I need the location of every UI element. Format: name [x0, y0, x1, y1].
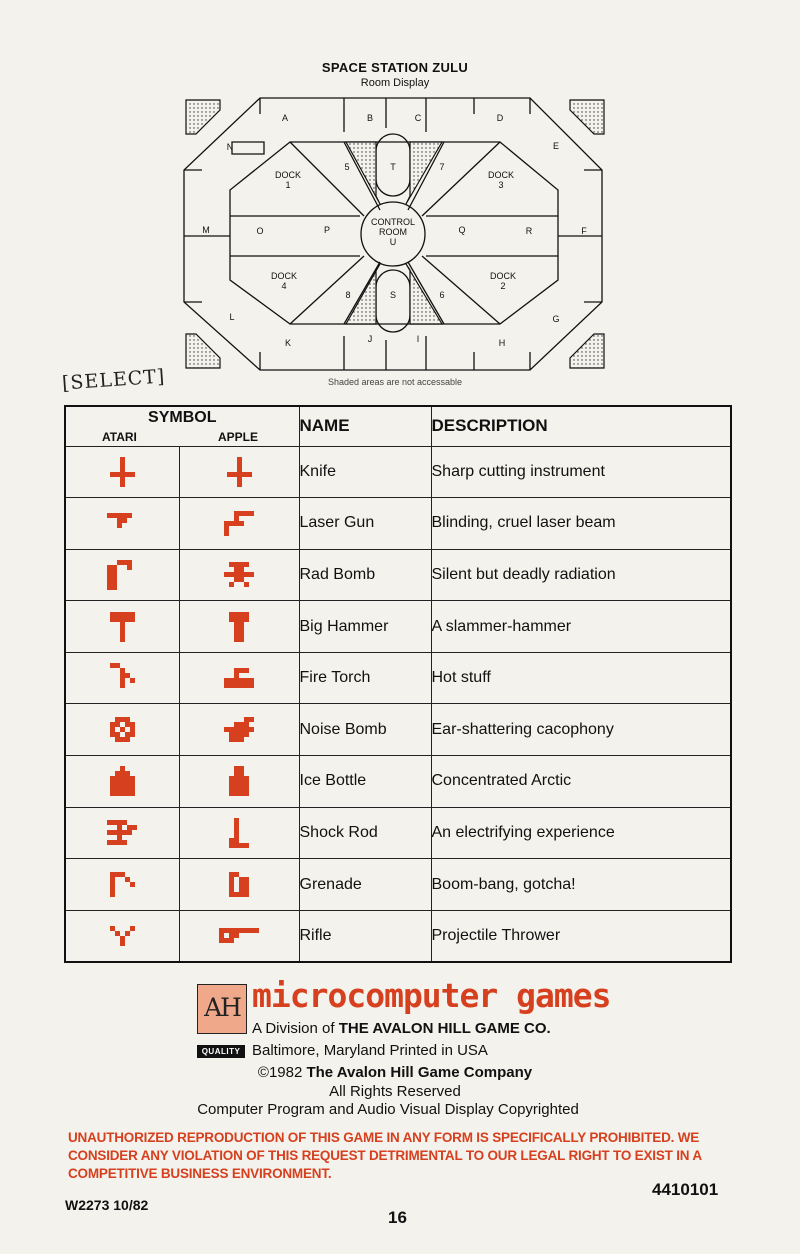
apple-symbol-cell: [179, 859, 299, 911]
control-room-label-2: ROOM: [379, 227, 407, 237]
item-description: A slammer-hammer: [431, 601, 731, 653]
item-description: Boom-bang, gotcha!: [431, 859, 731, 911]
rad-bomb-icon: [224, 562, 254, 587]
apple-header: APPLE: [218, 429, 259, 444]
dock-3-number: 3: [498, 180, 504, 190]
atari-symbol-cell: [65, 549, 179, 601]
room-f: F: [581, 226, 587, 236]
rifle-icon: [219, 928, 259, 943]
atari-symbol-cell: [65, 601, 179, 653]
item-name: Noise Bomb: [299, 704, 431, 756]
big-hammer-icon: [110, 612, 135, 642]
apple-symbol-cell: [179, 910, 299, 962]
dock-1-number: 1: [285, 180, 291, 190]
symbol-header-cell: [65, 406, 299, 446]
item-description: Silent but deadly radiation: [431, 549, 731, 601]
control-room-label-3: U: [389, 237, 397, 247]
copyright-line: [0, 1064, 790, 1081]
item-description: Hot stuff: [431, 652, 731, 704]
room-o: O: [256, 226, 264, 236]
item-name: Rifle: [299, 910, 431, 962]
room-l: L: [229, 312, 235, 322]
table-row: [65, 549, 731, 601]
apple-symbol-cell: [179, 549, 299, 601]
description-header: DESCRIPTION: [431, 406, 731, 446]
item-name: Grenade: [299, 859, 431, 911]
apple-symbol-cell: [179, 446, 299, 498]
dock-3-label: DOCK: [487, 170, 515, 180]
table-row: [65, 859, 731, 911]
inventory-table: [64, 405, 732, 963]
room-n: N: [226, 142, 234, 152]
room-m: M: [202, 225, 210, 235]
fire-torch-icon: [224, 668, 254, 688]
item-name: Ice Bottle: [299, 756, 431, 808]
atari-symbol-cell: [65, 910, 179, 962]
noise-bomb-icon: [224, 717, 254, 742]
shock-rod-icon: [107, 820, 137, 845]
room-c: C: [414, 113, 422, 123]
product-code: 4410101: [652, 1180, 719, 1199]
table-header-row: [65, 406, 731, 446]
grenade-icon: [229, 872, 249, 897]
dock-2-number: 2: [500, 281, 506, 291]
program-line: Computer Program and Audio Visual Display Copyrighted: [197, 1101, 579, 1118]
apple-symbol-cell: [179, 652, 299, 704]
ice-bottle-icon: [229, 766, 249, 796]
rights-line: All Rights Reserved: [329, 1083, 461, 1100]
table-row: [65, 704, 731, 756]
control-room-label-1: CONTROL: [370, 217, 416, 227]
room-t: T: [390, 162, 396, 172]
atari-header: ATARI: [102, 429, 137, 444]
room-e: E: [552, 141, 560, 151]
table-row: [65, 446, 731, 498]
brand-name: microcomputer games: [252, 976, 611, 1015]
symbol-header: SYMBOL: [148, 409, 217, 426]
room-8: 8: [345, 290, 351, 300]
dock-1-label: DOCK: [274, 170, 302, 180]
item-name: Fire Torch: [299, 652, 431, 704]
item-description: Projectile Thrower: [431, 910, 731, 962]
atari-symbol-cell: [65, 446, 179, 498]
quality-badge: QUALITY: [197, 1045, 245, 1058]
table-row: [65, 652, 731, 704]
dock-2-label: DOCK: [489, 271, 517, 281]
division-company: THE AVALON HILL GAME CO.: [338, 1020, 551, 1037]
apple-symbol-cell: [179, 601, 299, 653]
room-s: S: [389, 290, 397, 300]
room-j: J: [367, 334, 373, 344]
room-a: A: [281, 113, 289, 123]
laser-gun-icon: [107, 513, 137, 533]
dock-4-label: DOCK: [270, 271, 298, 281]
map-title: SPACE STATION ZULU: [321, 60, 469, 75]
item-name: Shock Rod: [299, 807, 431, 859]
ice-bottle-icon: [110, 766, 135, 796]
table-row: [65, 601, 731, 653]
avalon-hill-logo: [197, 984, 247, 1034]
grenade-icon: [110, 872, 135, 897]
map-note: Shaded areas are not accessable: [327, 377, 463, 387]
room-q: Q: [458, 225, 466, 235]
room-h: H: [498, 338, 506, 348]
atari-symbol-cell: [65, 859, 179, 911]
atari-symbol-cell: [65, 704, 179, 756]
item-name: Knife: [299, 446, 431, 498]
laser-gun-icon: [224, 511, 254, 536]
name-header: NAME: [299, 406, 431, 446]
form-code: W2273 10/82: [65, 1197, 149, 1213]
item-description: Blinding, cruel laser beam: [431, 498, 731, 550]
noise-bomb-icon: [110, 717, 135, 742]
knife-icon: [110, 457, 135, 487]
knife-icon: [227, 457, 252, 487]
logo-letters: AH: [204, 993, 240, 1022]
room-d: D: [496, 113, 504, 123]
apple-symbol-cell: [179, 756, 299, 808]
item-description: An electrifying experience: [431, 807, 731, 859]
station-map: [180, 94, 610, 374]
atari-symbol-cell: [65, 498, 179, 550]
city-line: Baltimore, Maryland Printed in USA: [252, 1042, 488, 1059]
room-p: P: [323, 225, 331, 235]
item-name: Laser Gun: [299, 498, 431, 550]
table-row: [65, 807, 731, 859]
table-row: [65, 756, 731, 808]
item-description: Sharp cutting instrument: [431, 446, 731, 498]
dock-4-number: 4: [281, 281, 287, 291]
division-prefix: A Division of: [252, 1020, 339, 1037]
copyright-company: The Avalon Hill Game Company: [306, 1064, 533, 1081]
rad-bomb-icon: [107, 560, 137, 590]
item-name: Big Hammer: [299, 601, 431, 653]
room-b: B: [366, 113, 374, 123]
room-5: 5: [344, 162, 350, 172]
apple-symbol-cell: [179, 704, 299, 756]
shock-rod-icon: [229, 818, 249, 848]
item-description: Ear-shattering cacophony: [431, 704, 731, 756]
atari-symbol-cell: [65, 807, 179, 859]
page-number: 16: [388, 1208, 407, 1227]
fire-torch-icon: [110, 663, 135, 693]
inventory-body: [65, 446, 731, 962]
division-line: [252, 1020, 551, 1037]
room-i: I: [416, 334, 420, 344]
apple-symbol-cell: [179, 498, 299, 550]
table-row: [65, 498, 731, 550]
atari-symbol-cell: [65, 756, 179, 808]
room-6: 6: [439, 290, 445, 300]
item-name: Rad Bomb: [299, 549, 431, 601]
room-7: 7: [439, 162, 445, 172]
warning-text: UNAUTHORIZED REPRODUCTION OF THIS GAME IN ANY FORM IS SPECIFICALLY PROHIBITED. WE CONSIDER ANY VIOLATION OF THIS REQUEST DETRIMENTAL TO OUR LEGAL RIGHT TO EXIST IN A COMPETITIVE BUSINESS ENVIRONMENT.: [68, 1130, 702, 1181]
map-subtitle: Room Display: [360, 77, 430, 89]
corner-nw: [232, 142, 264, 154]
big-hammer-icon: [229, 612, 249, 642]
atari-symbol-cell: [65, 652, 179, 704]
room-g: G: [552, 314, 560, 324]
room-k: K: [284, 338, 292, 348]
apple-symbol-cell: [179, 807, 299, 859]
copyright-year: ©1982: [257, 1064, 307, 1081]
table-row: [65, 910, 731, 962]
room-r: R: [525, 226, 533, 236]
item-description: Concentrated Arctic: [431, 756, 731, 808]
rifle-icon: [110, 926, 135, 946]
handwritten-note: [SELECT]: [61, 365, 167, 395]
